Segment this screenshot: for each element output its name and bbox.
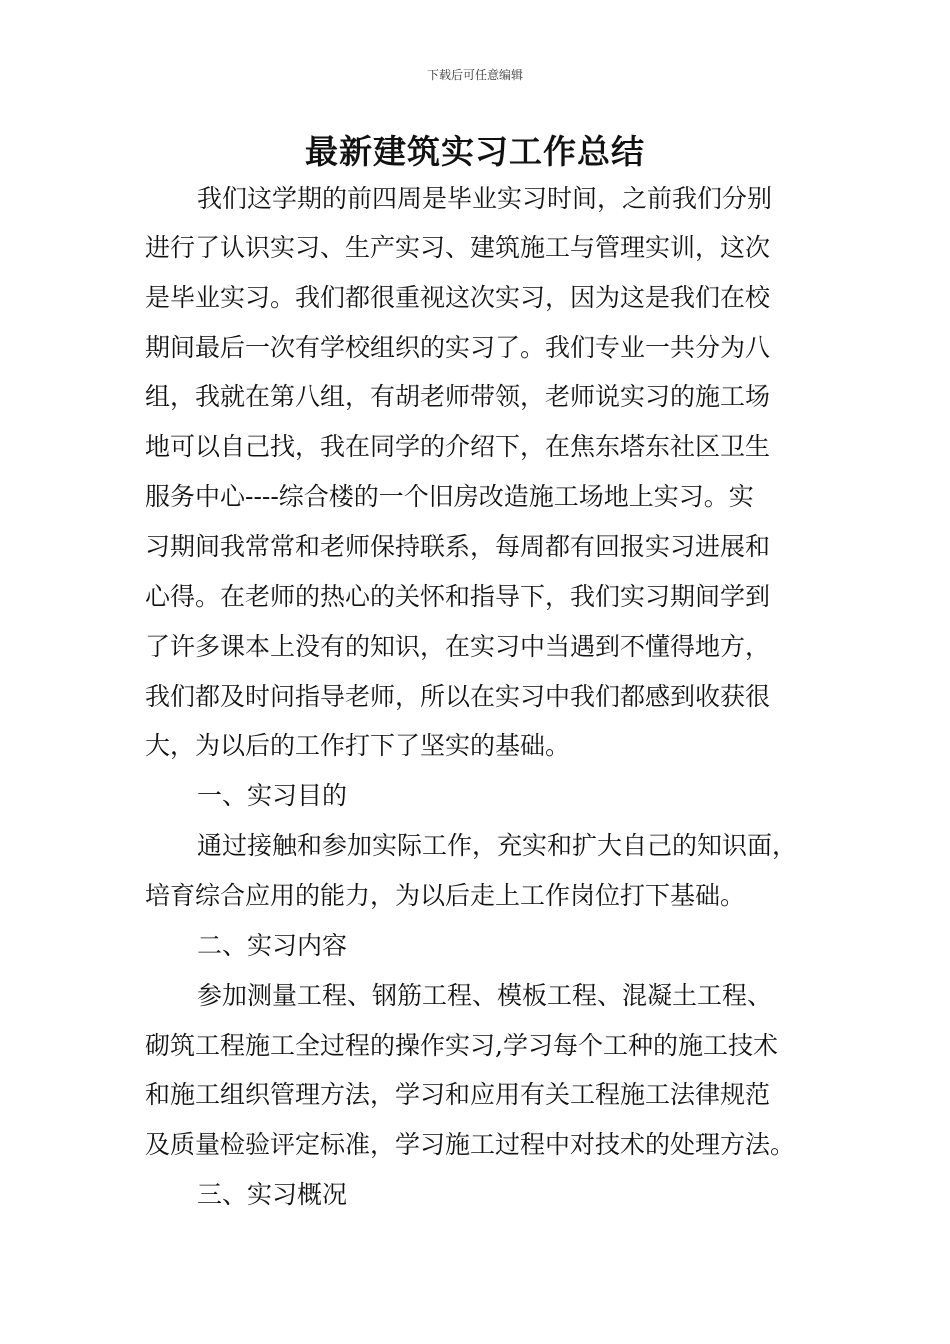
intro-line: 地可以自己找，我在同学的介绍下，在焦东塔东社区卫生 bbox=[145, 432, 771, 461]
intro-line: 了许多课本上没有的知识，在实习中当遇到不懂得地方， bbox=[145, 632, 771, 661]
intro-line: 期间最后一次有学校组织的实习了。我们专业一共分为八 bbox=[145, 333, 771, 362]
section-line: 参加测量工程、钢筋工程、模板工程、混凝土工程、 bbox=[197, 981, 773, 1010]
intro-line: 心得。在老师的热心的关怀和指导下，我们实习期间学到 bbox=[145, 582, 771, 611]
document-title: 最新建筑实习工作总结 bbox=[305, 132, 645, 171]
intro-line: 是毕业实习。我们都很重视这次实习，因为这是我们在校 bbox=[145, 283, 771, 312]
section-heading-overview: 三、实习概况 bbox=[197, 1180, 348, 1209]
section-line: 通过接触和参加实际工作，充实和扩大自己的知识面， bbox=[197, 831, 798, 860]
section-line: 和施工组织管理方法，学习和应用有关工程施工法律规范 bbox=[145, 1080, 771, 1109]
header-note: 下载后可任意编辑 bbox=[426, 68, 523, 82]
intro-line: 我们都及时问指导老师，所以在实习中我们都感到收获很 bbox=[145, 682, 771, 711]
section-line: 培育综合应用的能力，为以后走上工作岗位打下基础。 bbox=[145, 881, 746, 910]
intro-line: 进行了认识实习、生产实习、建筑施工与管理实训，这次 bbox=[145, 233, 771, 262]
section-line: 砌筑工程施工全过程的操作实习,学习每个工种的施工技术 bbox=[145, 1031, 778, 1060]
section-heading-purpose: 一、实习目的 bbox=[197, 781, 348, 810]
intro-line: 习期间我常常和老师保持联系，每周都有回报实习进展和 bbox=[145, 532, 771, 561]
section-heading-content: 二、实习内容 bbox=[197, 931, 348, 960]
intro-line: 大，为以后的工作打下了坚实的基础。 bbox=[145, 731, 571, 760]
intro-line: 组，我就在第八组，有胡老师带领，老师说实习的施工场 bbox=[145, 382, 771, 411]
section-line: 及质量检验评定标准，学习施工过程中对技术的处理方法。 bbox=[145, 1130, 796, 1159]
intro-line: 服务中心----综合楼的一个旧房改造施工场地上实习。实 bbox=[145, 482, 754, 511]
intro-line: 我们这学期的前四周是毕业实习时间，之前我们分别 bbox=[197, 184, 773, 213]
